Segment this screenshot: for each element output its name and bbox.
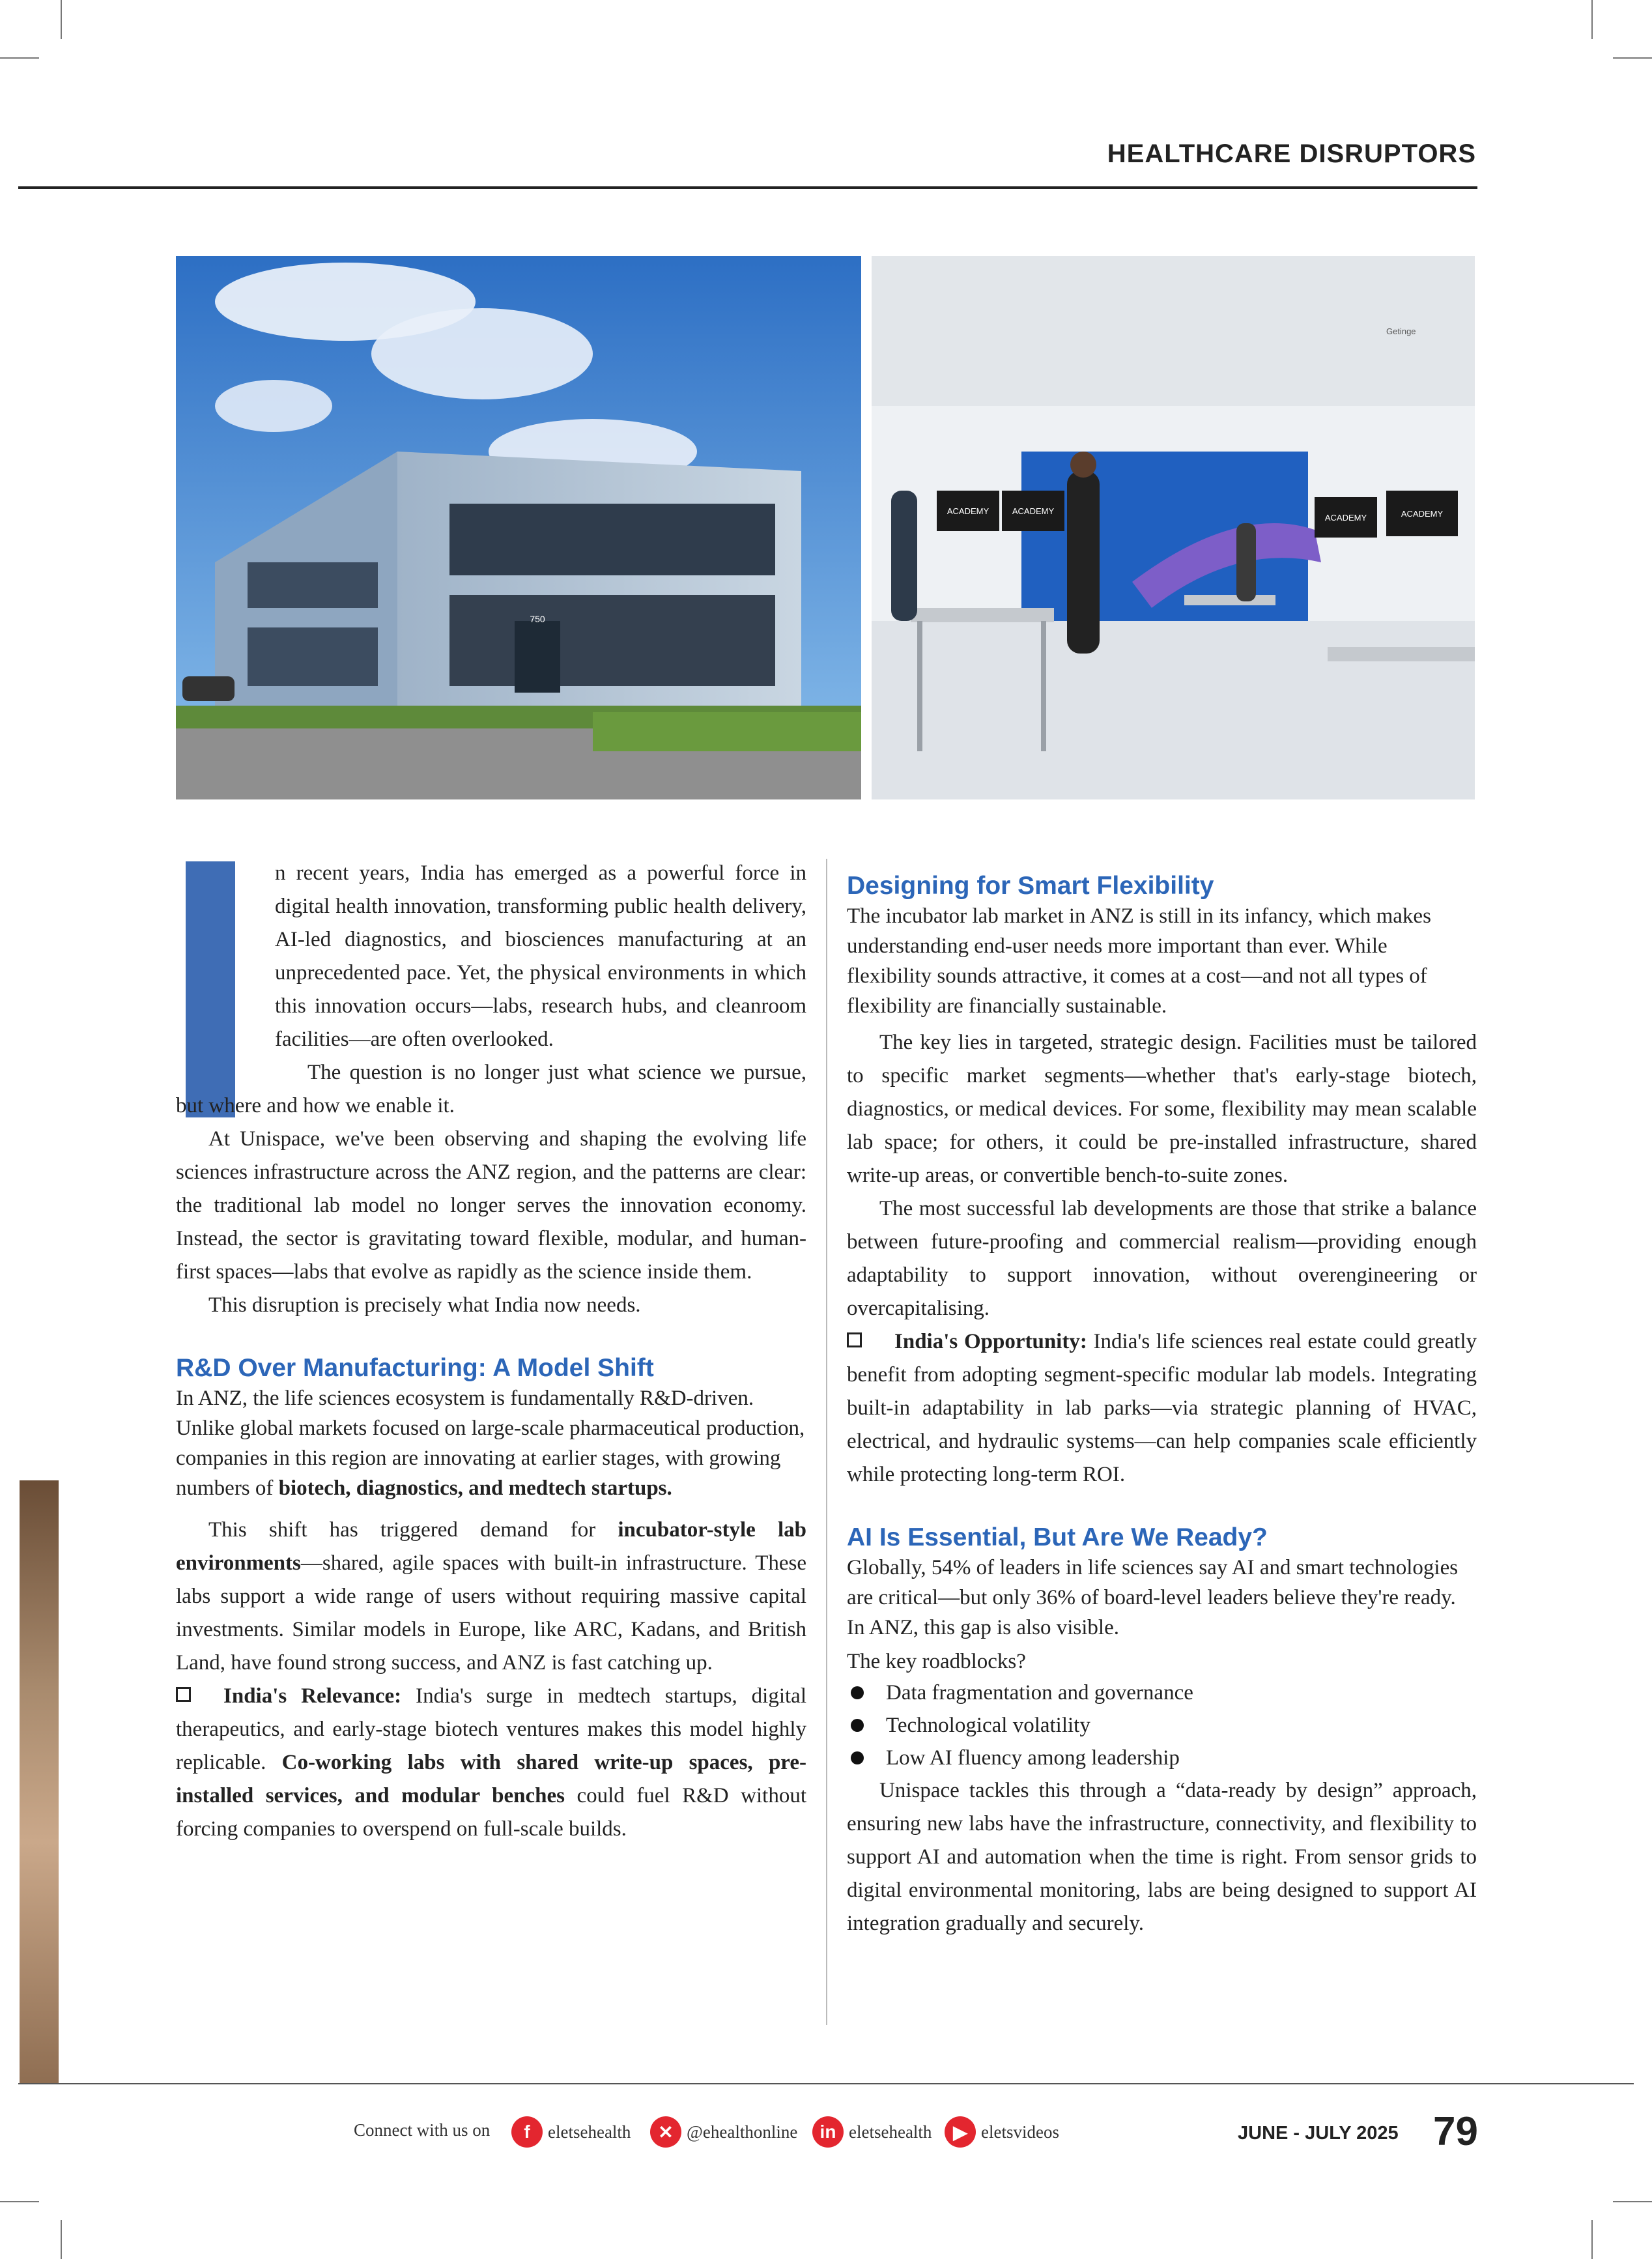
intro-paragraph: n recent years, India has emerged as a powerful force in digital health innovation, transforming public health delivery, AI-led diagnostics, and biosciences manufacturing at an unprecedented pace. Yet, the physical environments in which this innovation occurs—labs, research hubs, and cleanroom facilities—are often overlooked. [275,861,806,1051]
heading-rd-shift: R&D Over Manufacturing: A Model Shift [176,1354,654,1382]
footer [0,2109,1652,2154]
x-link[interactable]: ✕ @ehealthonline [650,2116,797,2148]
successful-labs-paragraph: The most successful lab developments are those that strike a balance between future-proofing and commercial realism—providing enough adaptability to support innovation, without overengineering or overcapitalising. [847,1197,1477,1320]
heading-ai-ready: AI Is Essential, But Are We Ready? [847,1523,1268,1551]
x-icon: ✕ [650,2116,681,2148]
crop-mark [1613,2201,1652,2202]
list-item: Technological volatility [847,1709,1477,1742]
section-label: HEALTHCARE DISRUPTORS [1107,139,1476,168]
intro-question: The question is no longer just what science we pursue, but where and how we enable it. [176,1061,806,1117]
checkbox-square-icon [176,1687,191,1702]
header-rule [18,186,1477,189]
list-item: Low AI fluency among leadership [847,1742,1477,1774]
right-column [847,857,1477,1940]
shift-paragraph: This shift has triggered demand for incubator-style lab environments—shared, agile spaces with built-in infrastructure. These labs support a wide range of users without requiring massive capital investments. Similar models in Europe, like ARC, Kadans, and British Land, have found strong success, and ANZ is fast catching up. [176,1518,806,1675]
ai-paragraph: Globally, 54% of leaders in life sciences say AI and smart technologies are critical—but only 36% of board-level leaders believe they're ready. In ANZ, this gap is also visible. [847,1556,1459,1639]
anz-paragraph: In ANZ, the life sciences ecosystem is fundamentally R&D-driven. Unlike global markets focused on large-scale pharmaceutical production, companies in this region are innovating at earlier stages, with growing numbers of biotech, diagnostics, and medtech startups. [176,1387,805,1500]
youtube-link[interactable]: ▶ eletsvideos [945,2116,1059,2148]
linkedin-icon: in [812,2116,844,2148]
crop-mark [0,57,39,59]
linkedin-link[interactable]: in eletsehealth [812,2116,932,2148]
screen-1: ACADEMY [947,506,990,516]
roadblocks-list [847,1676,1477,1774]
youtube-icon: ▶ [945,2116,976,2148]
footer-rule [18,2083,1634,2084]
checkbox-square-icon [847,1332,862,1347]
connect-label: Connect with us on [354,2120,491,2140]
roadblocks-intro: The key roadblocks? [847,1650,1026,1673]
crop-mark [0,2201,39,2202]
issue-date: JUNE - JULY 2025 [1238,2123,1399,2144]
lab-interior-photo [872,256,1475,799]
crop-mark [61,2220,62,2259]
facebook-icon: f [511,2116,543,2148]
page-edge-strip [20,1480,59,2083]
relevance-paragraph: India's Relevance: India's surge in medtech startups, digital therapeutics, and early-stage biotech ventures makes this model highly replicable. Co-working labs with shared write-up spaces, pre-installed services, and modular benches could fuel R&D without forcing companies to overspend on full-scale builds. [176,1684,806,1841]
crop-mark [1591,0,1593,39]
targeted-design-paragraph: The key lies in targeted, strategic design. Facilities must be tailored to specific market segments—whether that's early-stage biotech, diagnostics, or medical devices. For some, flexibility may mean scalable lab space; for others, it could be pre-installed infrastructure, shared write-up areas, or convertible bench-to-suite zones. [847,1031,1477,1187]
screen-4: ACADEMY [1401,509,1444,519]
screen-2: ACADEMY [1012,506,1055,516]
crop-mark [1591,2220,1593,2259]
crop-mark [61,0,62,39]
robot-arm-label: Getinge [1386,326,1416,336]
screen-3: ACADEMY [1324,513,1367,523]
unispace-paragraph: At Unispace, we've been observing and shaping the evolving life sciences infrastructure across the ANZ region, and the patterns are clear: the traditional lab model no longer serves the innovation economy. Instead, the sector is gravitating toward flexible, modular, and human-first spaces—labs that evolve as rapidly as the science inside them. [176,1127,806,1284]
building-number: 750 [530,614,545,624]
crop-mark [1613,57,1652,59]
column-divider [826,859,827,2025]
heading-smart-flexibility: Designing for Smart Flexibility [847,872,1214,900]
opportunity-paragraph: India's Opportunity: India's life sciences real estate could greatly benefit from adopting segment-specific modular lab models. Integrating built-in adaptability in lab parks—via strategic planning of HVAC, electrical, and hydraulic systems—can help companies scale efficiently while protecting long-term ROI. [847,1330,1477,1486]
page-number: 79 [1433,2109,1478,2154]
flexibility-intro: The incubator lab market in ANZ is still in its infancy, which makes understanding end-user needs more important than ever. While flexibility sounds attractive, it comes at a cost—and not all types of flexibility are financially sustainable. [847,904,1431,1018]
unispace-ai-paragraph: Unispace tackles this through a “data-ready by design” approach, ensuring new labs have the infrastructure, connectivity, and flexibility to support AI and automation when the time is right. From sensor grids to digital environmental monitoring, labs are being designed to support AI integration gradually and securely. [847,1779,1477,1935]
left-column [176,857,806,1846]
list-item: Data fragmentation and governance [847,1676,1477,1709]
disruption-paragraph: This disruption is precisely what India now needs. [208,1293,641,1317]
facebook-link[interactable]: f eletsehealth [511,2116,631,2148]
building-photo [176,256,861,799]
